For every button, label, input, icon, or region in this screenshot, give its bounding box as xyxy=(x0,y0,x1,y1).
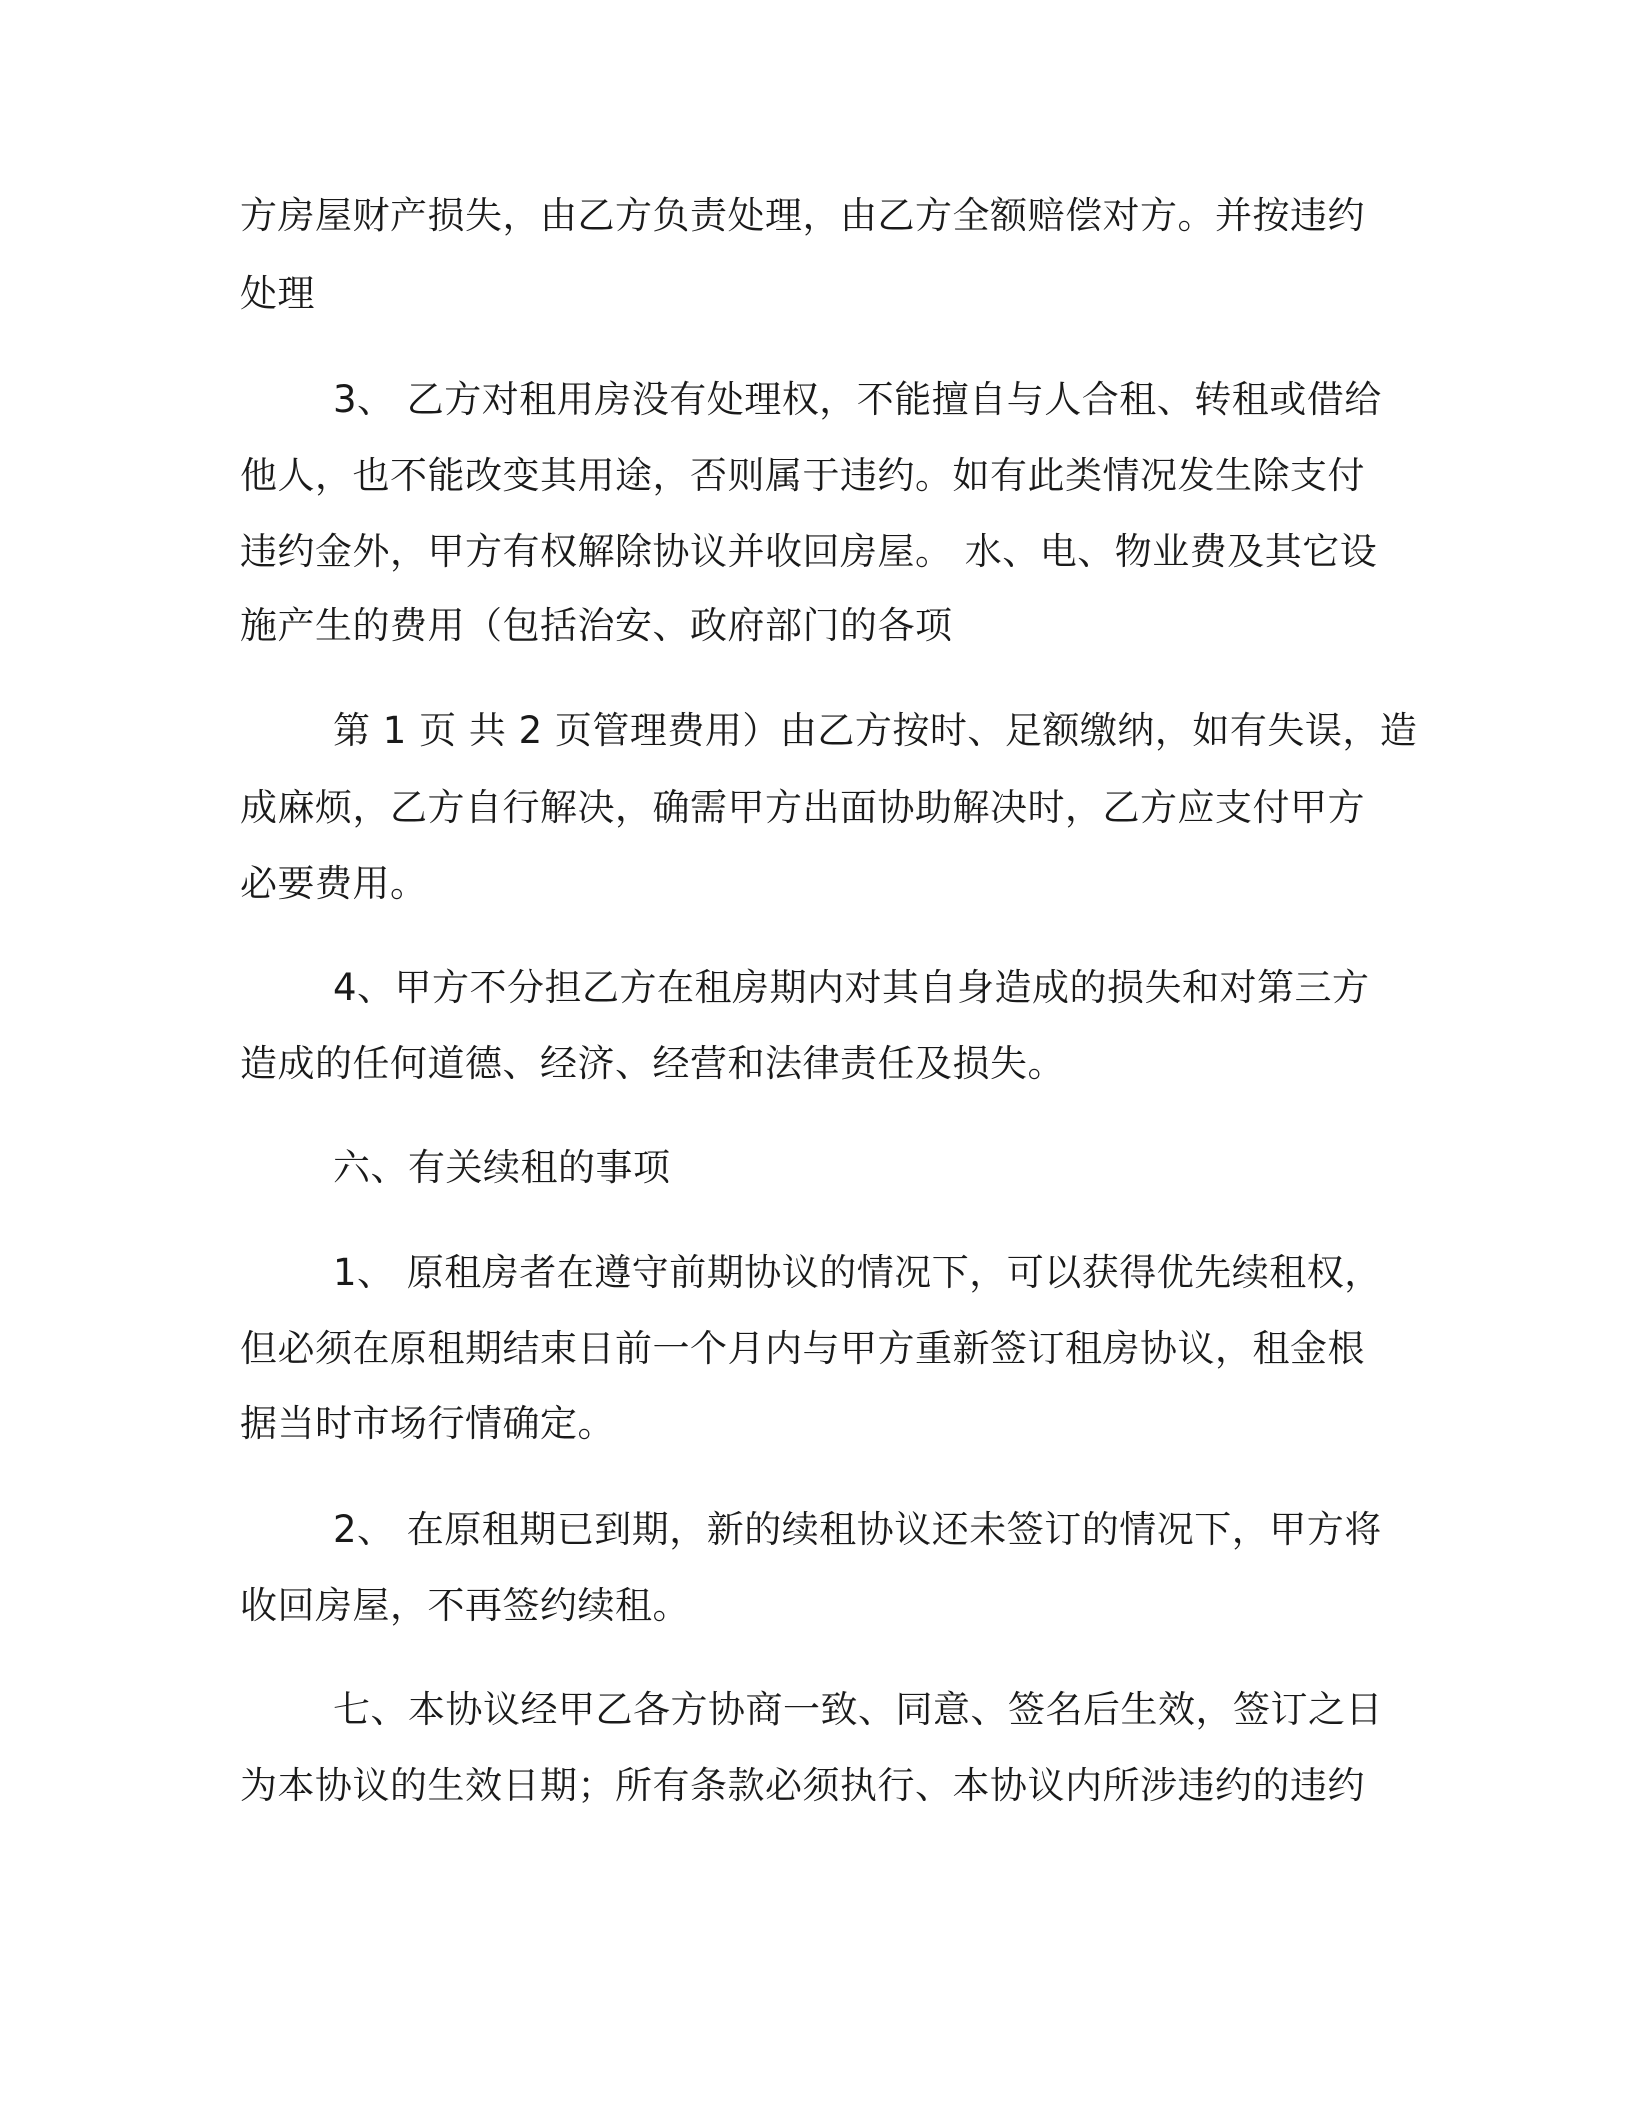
text-line: 3、 乙方对租用房没有处理权，不能擅自与人合租、转租或借给 xyxy=(333,378,1382,421)
text-line: 处理 xyxy=(240,272,315,315)
text-line: 4、甲方不分担乙方在租房期内对其自身造成的损失和对第三方 xyxy=(333,966,1370,1009)
text-line: 2、 在原租期已到期，新的续租协议还未签订的情况下，甲方将 xyxy=(333,1508,1382,1551)
text-line: 收回房屋，不再签约续租。 xyxy=(240,1584,690,1627)
text-line: 第 1 页 共 2 页管理费用）由乙方按时、足额缴纳，如有失误，造 xyxy=(333,709,1418,752)
text-line: 但必须在原租期结束日前一个月内与甲方重新签订租房协议，租金根 xyxy=(240,1327,1365,1370)
text-line: 据当时市场行情确定。 xyxy=(240,1402,615,1445)
text-line: 1、 原租房者在遵守前期协议的情况下，可以获得优先续租权， xyxy=(333,1251,1382,1294)
text-line: 方房屋财产损失，由乙方负责处理，由乙方全额赔偿对方。并按违约 xyxy=(240,194,1365,237)
text-line: 成麻烦，乙方自行解决，确需甲方出面协助解决时，乙方应支付甲方 xyxy=(240,786,1365,829)
text-line: 造成的任何道德、经济、经营和法律责任及损失。 xyxy=(240,1042,1065,1085)
text-line: 他人，也不能改变其用途，否则属于违约。如有此类情况发生除支付 xyxy=(240,454,1365,497)
text-line: 施产生的费用（包括治安、政府部门的各项 xyxy=(240,604,953,647)
text-line: 七、本协议经甲乙各方协商一致、同意、签名后生效，签订之日 xyxy=(333,1688,1383,1731)
text-line: 必要费用。 xyxy=(240,862,428,905)
section-heading: 六、有关续租的事项 xyxy=(333,1146,671,1189)
text-line: 违约金外，甲方有权解除协议并收回房屋。 水、电、物业费及其它设 xyxy=(240,530,1378,573)
text-line: 为本协议的生效日期；所有条款必须执行、本协议内所涉违约的违约 xyxy=(240,1764,1365,1807)
